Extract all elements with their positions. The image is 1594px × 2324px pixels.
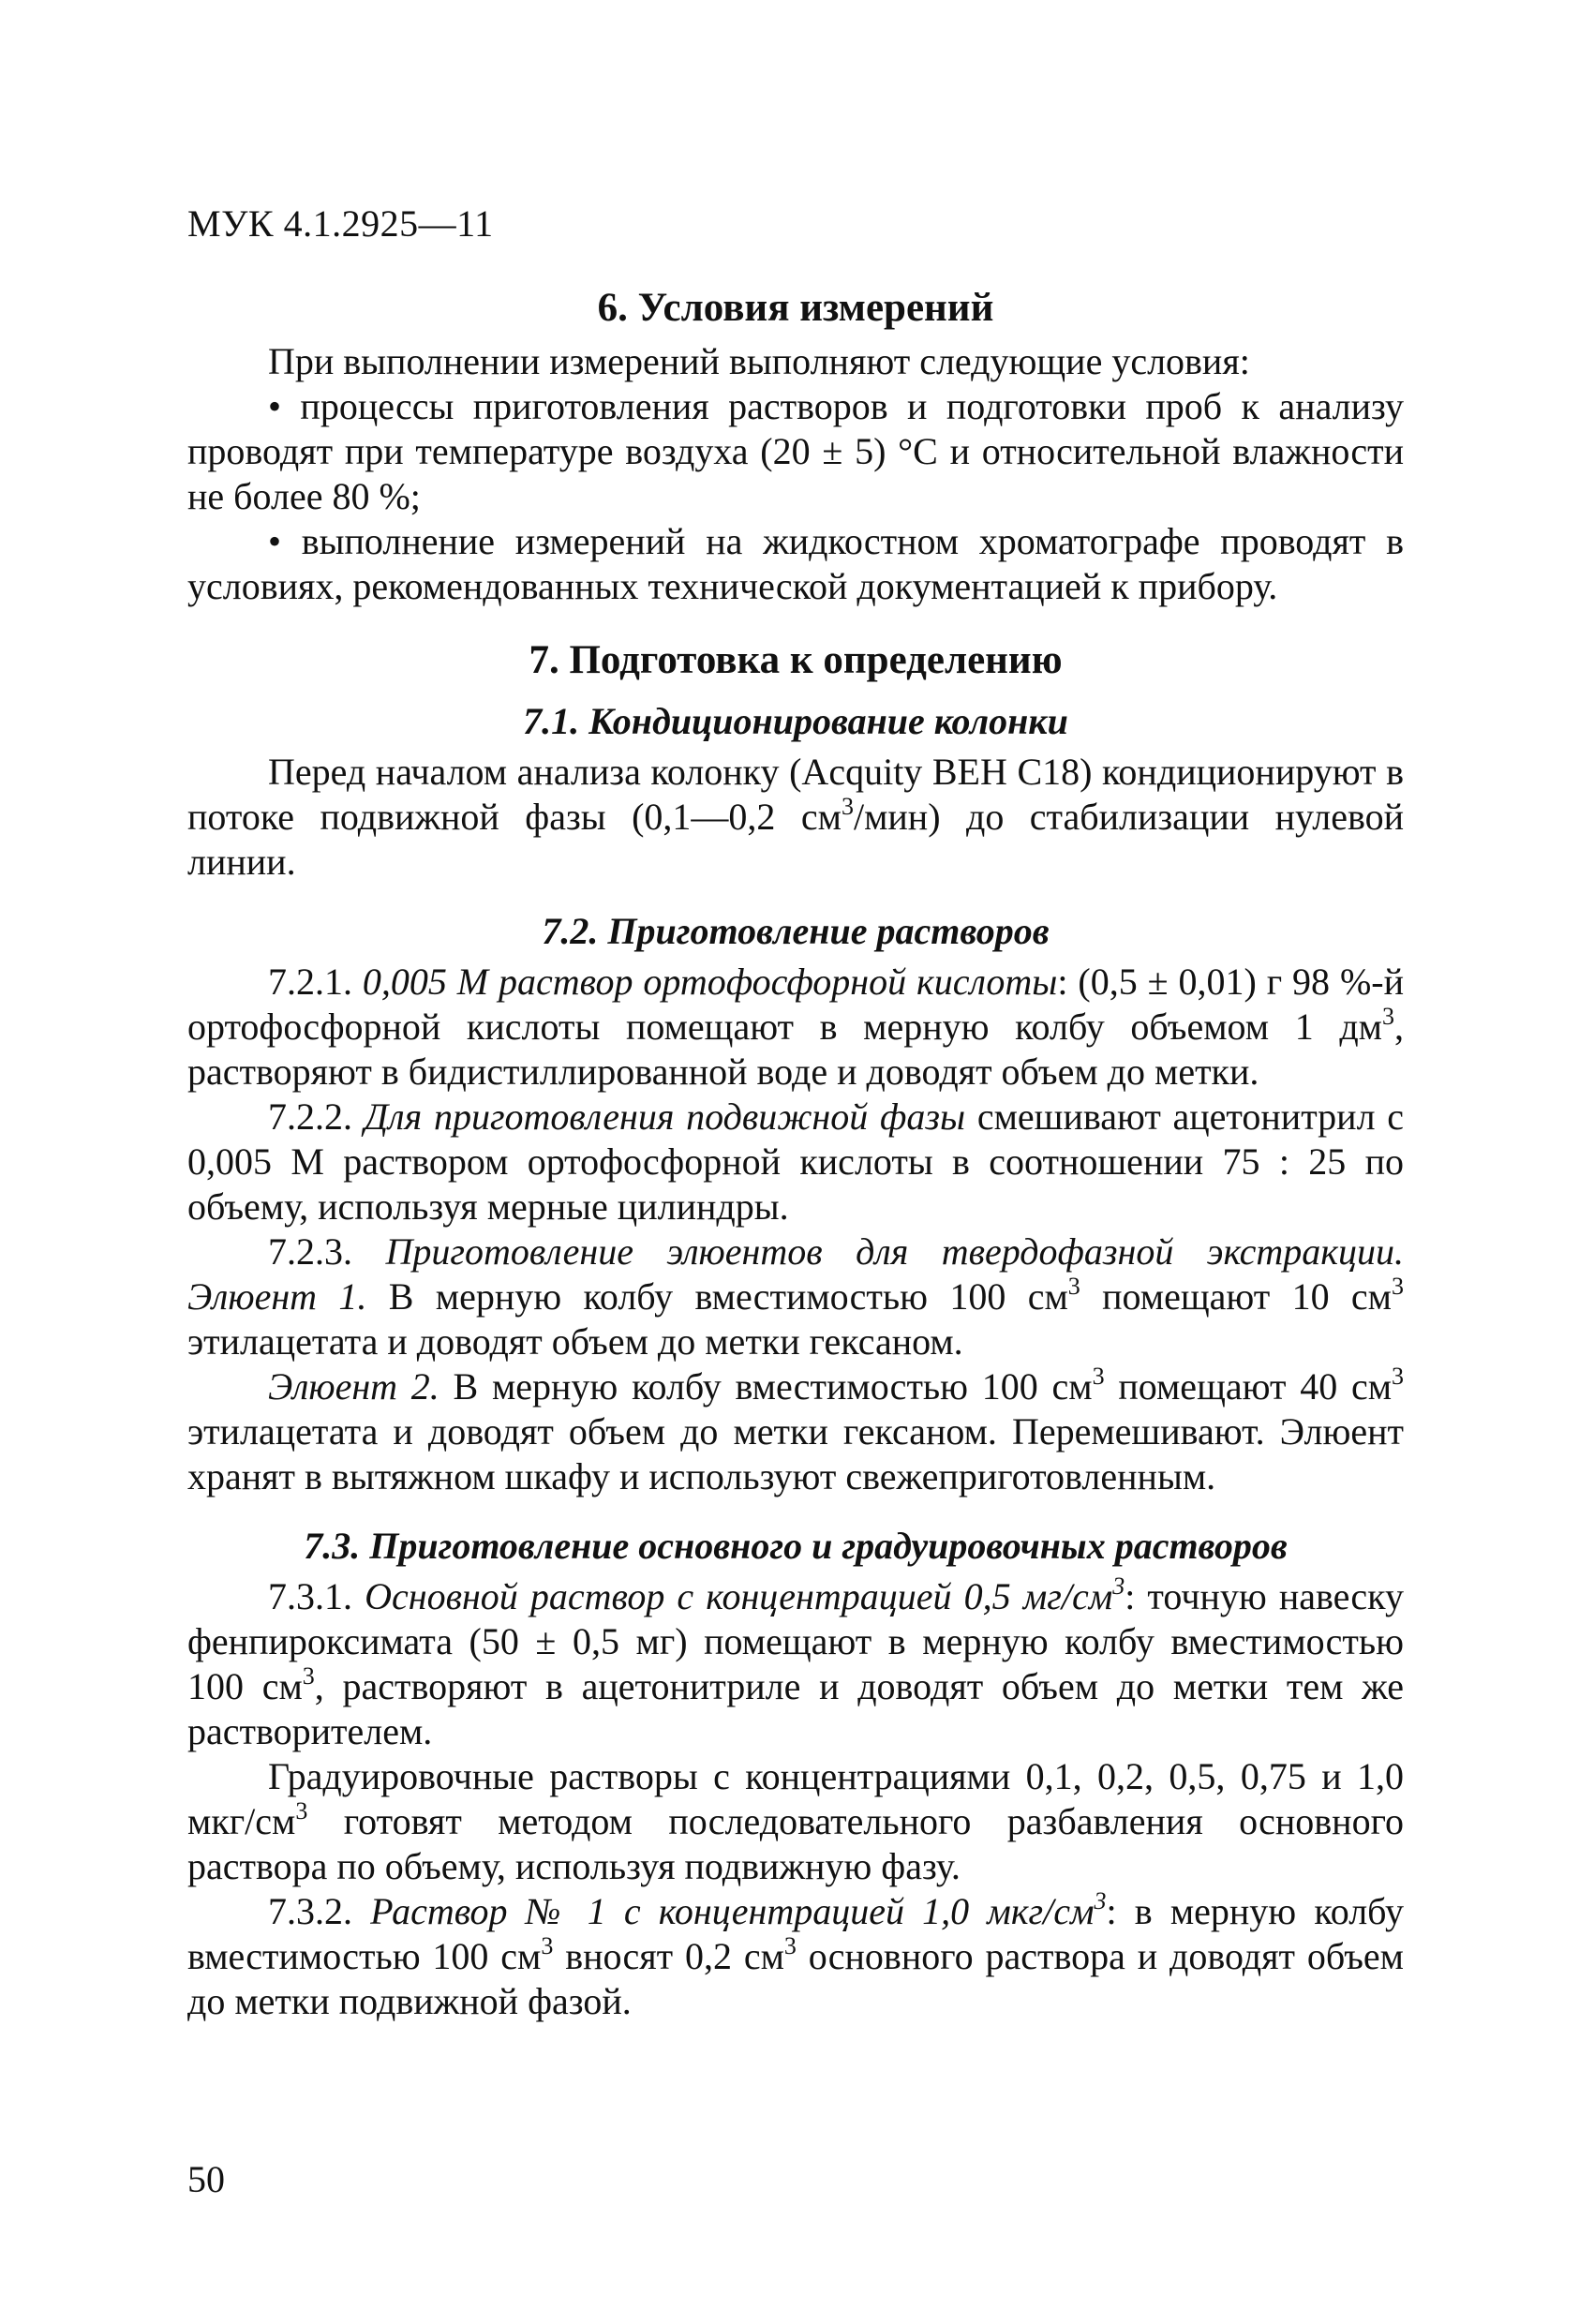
subsection-7-2-title: 7.2. Приготовление растворов — [542, 910, 1050, 952]
paragraph-7-3-1: 7.3.1. Основной раствор с концентрацией 0,5 $мг/см^3$: точную навеску фенпироксимата (50 ± 0,5 мг) помещают в мерную колбу вместимостью 100 $см^3$, растворяют в ацетонитриле и доводят объем до метки тем же растворителем. — [187, 1572, 1405, 1752]
paragraph-calibration-solutions: Градуировочные растворы с концентрациями 0,1, 0,2, 0,5, 0,75 и 1,0 мкг/$см^3$ готовят методом последовательного разбавления основного раствора по объему, используя подвижную фазу. — [187, 1755, 1404, 1887]
paragraph-7-1: Перед началом анализа колонку (Acquity BEH C18) кондиционируют в потоке подвижной фазы (0,1—0,2 $см^3/мин$) до стабилизации нулевой линии. — [187, 751, 1405, 883]
section-6-bullet-2: • выполнение измерений на жидкостном хроматографе проводят в условиях, рекомендованных технической документацией к прибору. — [187, 520, 1404, 607]
paragraph-7-2-2: 7.2.2. Для приготовления подвижной фазы смешивают ацетонитрил с 0,005 М раствором ортофосфорной кислоты в соотношении 75 : 25 по объему, используя мерные цилиндры. — [187, 1095, 1405, 1228]
paragraph-eluent-2: Элюент 2. В мерную колбу вместимостью 100 $см^3$ помещают 40 $см^3$ этилацетата и доводят объем до метки гексаном. Перемешивают. Элюент хранят в вытяжном шкафу и используют свежеприготовленным. — [187, 1363, 1405, 1497]
section-6-title: 6. Условия измерений — [597, 286, 994, 330]
section-7-title: 7. Подготовка к определению — [529, 638, 1063, 682]
document-code-header: МУК 4.1.2925—11 — [187, 202, 494, 245]
subsection-7-1-title: 7.1. Кондиционирование колонки — [523, 700, 1068, 742]
paragraph-7-3-2: 7.3.2. Раствор № 1 с концентрацией 1,0 мкг/$см^3$: в мерную колбу вместимостью 100 $см^3$ вносят 0,2 $см^3$ основного раствора и доводят объем до метки подвижной фазой. — [187, 1887, 1405, 2022]
subsection-7-3-title: 7.3. Приготовление основного и градуировочных растворов — [304, 1525, 1288, 1567]
page-content — [187, 281, 1404, 2024]
paragraph-7-2-3: 7.2.3. Приготовление элюентов для твердофазной экстракции. Элюент 1. В мерную колбу вместимостью 100 $см^3$ помещают 10 $см^3$ этилацетата и доводят объем до метки гексаном. — [187, 1230, 1404, 1363]
page-number: 50 — [187, 2158, 225, 2200]
section-6-bullet-1: • процессы приготовления растворов и подготовки проб к анализу проводят при температуре воздуха (20 ± 5) °С и относительной влажности не более 80 %; — [187, 385, 1404, 517]
section-6-intro: При выполнении измерений выполняют следующие условия: — [268, 340, 1250, 382]
paragraph-7-2-1: 7.2.1. 0,005 М раствор ортофосфорной кислоты: (0,5 ± 0,01) г 98 %-й ортофосфорной кислоты помещают в мерную колбу объемом 1 $дм^3$, растворяют в бидистиллированной воде и доводят объем до метки. — [187, 961, 1404, 1093]
